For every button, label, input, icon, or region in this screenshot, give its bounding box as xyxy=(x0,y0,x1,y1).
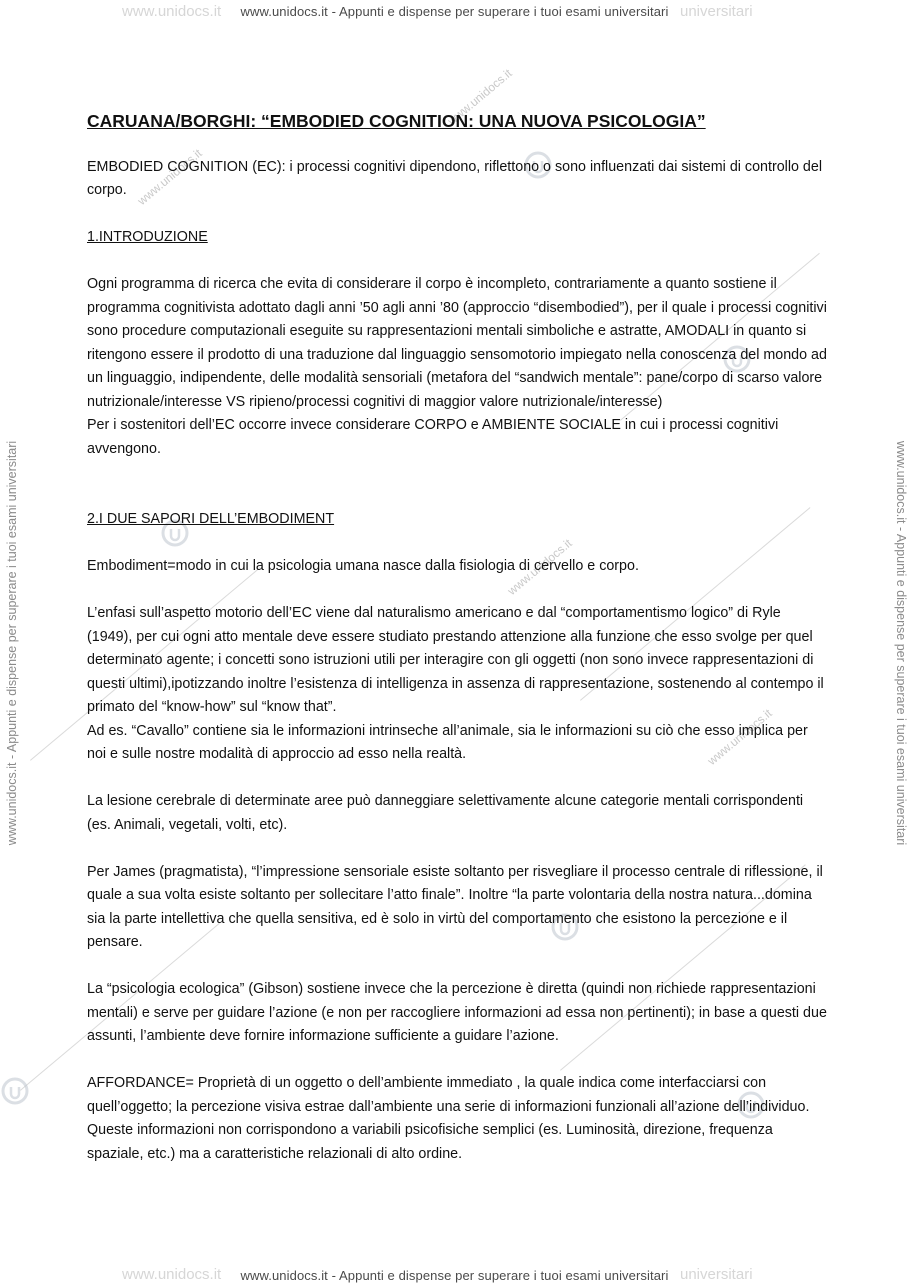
paragraph: Per i sostenitori dell’EC occorre invece considerare CORPO e AMBIENTE SOCIALE in cui i processi cognitivi avvengono. xyxy=(87,417,779,457)
document-body xyxy=(87,110,827,1166)
watermark-banner-top: www.unidocs.it - Appunti e dispense per superare i tuoi esami universitari xyxy=(240,4,669,19)
watermark-diagonal: www.unidocs.it xyxy=(704,706,775,768)
section-heading-introduzione: 1.INTRODUZIONE xyxy=(87,229,208,245)
watermark-banner-bottom: www.unidocs.it - Appunti e dispense per superare i tuoi esami universitari xyxy=(240,1268,669,1283)
paragraph: Embodiment=modo in cui la psicologia umana nasce dalla fisiologia di cervello e corpo. xyxy=(87,558,639,574)
watermark-diagonal: www.unidocs.it xyxy=(444,66,515,128)
watermark-diagonal: www.unidocs.it xyxy=(134,146,205,208)
paragraph: La “psicologia ecologica” (Gibson) sostiene invece che la percezione è diretta (quindi non richiede rappresentazioni mentali) e serve per guidare l’azione (e non per raccogliere informazioni ad essa non pertinenti); in base a questi due assunti, l’ambiente deve fornire informazione sufficiente a guidare l’azione. xyxy=(87,981,827,1044)
paragraph: AFFORDANCE= Proprietà di un oggetto o dell’ambiente immediato , la quale indica come interfacciarsi con quell’oggetto; la percezione visiva estrae dall’ambiente una serie di informazioni funzionali all’azione dell’individuo. Queste informazioni non corrispondono a variabili psicofisiche semplici (es. Luminosità, direzione, frequenza spaziale, etc.) ma a caratteristiche relazionali di alto ordine. xyxy=(87,1075,810,1162)
section-heading-embodiment: 2.I DUE SAPORI DELL’EMBODIMENT xyxy=(87,511,335,527)
watermark-side-right: www.unidocs.it - Appunti e dispense per superare i tuoi esami universitari xyxy=(894,440,908,846)
paragraph: La lesione cerebrale di determinate aree può danneggiare selettivamente alcune categorie mentali corrispondenti (es. Animali, vegetali, volti, etc). xyxy=(87,793,804,833)
watermark-diagonal: www.unidocs.it xyxy=(504,536,575,598)
watermark-ghost-right: universitari xyxy=(680,3,753,20)
paragraph: Ogni programma di ricerca che evita di considerare il corpo è incompleto, contrariamente a quanto sostiene il programma cognitivista adottato dagli anni ’50 agli anni ’80 (approccio “disembodied”), per il quale i processi cognitivi sono procedure computazionali eseguite su rappresentazioni mentali simboliche e astratte, AMODALI in quanto si ritengono essere il prodotto di una traduzione dal linguaggio sensomotorio impiegato nella conoscenza del mondo ad un linguaggio, indipendente, delle modalità sensoriali (metafora del “sandwich mentale”: pane/corpo di scarso valore nutrizionale/interesse VS ripieno/processi cognitivi di maggior valore nutrizionale/interesse) xyxy=(87,276,827,410)
watermark-ghost-right-bottom: universitari xyxy=(680,1266,753,1283)
definition-paragraph: EMBODIED COGNITION (EC): i processi cognitivi dipendono, riflettono o sono influenzati dai sistemi di controllo del corpo. xyxy=(87,158,823,198)
document-title: CARUANA/BORGHI: “EMBODIED COGNITION: UNA NUOVA PSICOLOGIA” xyxy=(87,111,706,131)
paragraph: Ad es. “Cavallo” contiene sia le informazioni intrinseche all’animale, sia le informazioni su ciò che esso implica per noi e sulle nostre modalità di approccio ad esso nella realtà. xyxy=(87,722,808,762)
watermark-ghost-left: www.unidocs.it xyxy=(122,3,222,20)
paragraph: Per James (pragmatista), “l’impressione sensoriale esiste soltanto per risvegliare il processo centrale di riflessione, il quale a sua volta esiste soltanto per sollecitare l’atto finale”. Inoltre “la parte volontaria della nostra natura...domina sia la parte intellettiva che quella sensitiva, ed è solo in virtù del comportamento che esistono la percezione e il pensare. xyxy=(87,863,823,950)
watermark-side-left: www.unidocs.it - Appunti e dispense per superare i tuoi esami universitari xyxy=(5,440,19,846)
watermark-ghost-left-bottom: www.unidocs.it xyxy=(122,1266,222,1283)
paragraph: L’enfasi sull’aspetto motorio dell’EC viene dal naturalismo americano e dal “comportamentismo logico” di Ryle (1949), per cui ogni atto mentale deve essere studiato prestando attenzione alla funzione che esso svolge per quel determinato agente; i concetti sono istruzioni utili per interagire con gli oggetti (non sono invece rappresentazioni di questi ultimi),ipotizzando inoltre l’esistenza di intelligenza in assenza di rappresentazione, sostenendo al contempo il primato del “know-how” sul “know that”. xyxy=(87,605,824,715)
